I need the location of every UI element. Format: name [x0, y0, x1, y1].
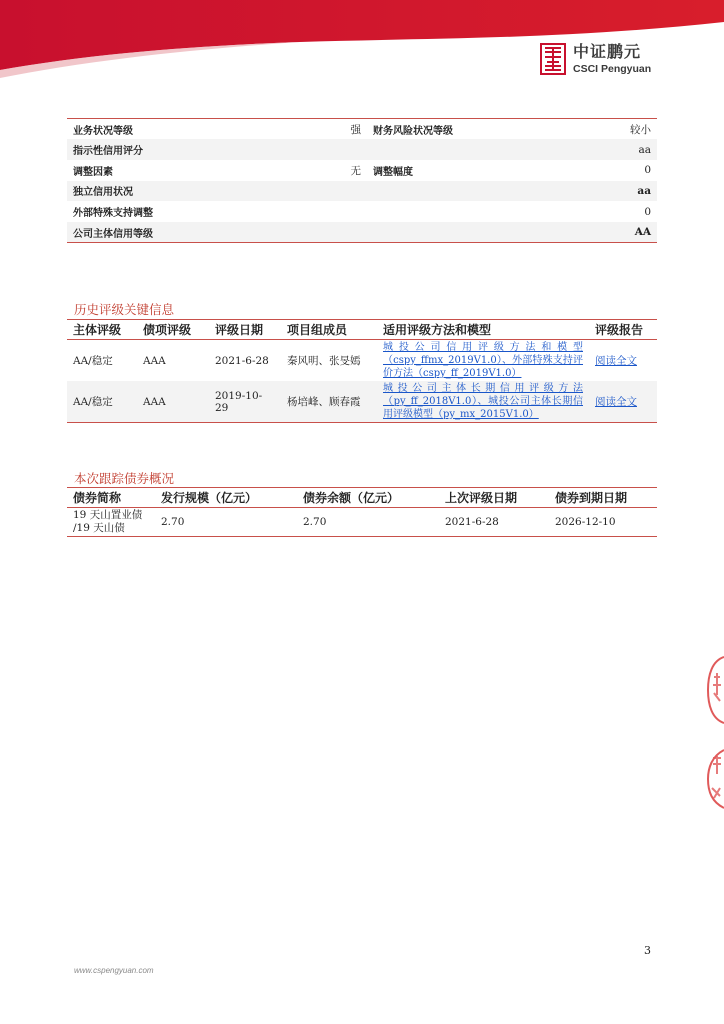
read-report-link[interactable]: 阅读全文	[595, 355, 637, 367]
label-cell	[367, 139, 537, 160]
column-header: 债券到期日期	[555, 491, 628, 505]
value-cell: 0	[644, 164, 651, 177]
label-cell	[367, 181, 537, 202]
label-cell: 独立信用状况	[73, 187, 133, 199]
rating-date-cell: 2021-6-28	[215, 354, 269, 367]
table-header-row	[67, 488, 657, 508]
label-cell: 调整幅度	[373, 166, 413, 178]
column-header: 债券简称	[73, 491, 122, 505]
table-row	[67, 139, 657, 160]
label-cell	[367, 222, 537, 243]
bond-name-line: /19 天山债	[73, 522, 125, 534]
members-cell: 杨培峰、顾春霞	[287, 396, 361, 408]
seal-stamp-icon	[706, 748, 724, 810]
table-row	[67, 222, 657, 243]
value-cell: 无	[350, 164, 361, 177]
label-cell: 公司主体信用等级	[73, 228, 153, 240]
label-cell: 指示性信用评分	[73, 146, 143, 158]
label-cell: 财务风险状况等级	[373, 125, 453, 137]
bond-name-line: 19 天山置业债	[73, 509, 143, 521]
value-cell	[257, 201, 367, 222]
table-row	[67, 119, 657, 140]
logo-chinese-name: 中证鹏元	[573, 41, 642, 61]
table-row	[67, 181, 657, 202]
history-section-title: 历史评级关键信息	[74, 302, 175, 317]
page-number: 3	[644, 944, 651, 957]
table-header-row	[67, 320, 657, 340]
bonds-section-title: 本次跟踪债券概况	[74, 471, 175, 486]
last-rating-date-cell: 2021-6-28	[445, 516, 499, 528]
logo-seal-icon	[540, 43, 566, 75]
bond-rating-cell: AAA	[143, 354, 166, 367]
column-header: 评级日期	[215, 323, 264, 337]
method-link[interactable]: 城投公司信用评级方法和模型（cspy_ffmx_2019V1.0）、外部特殊支持评价方法（cspy_ff_2019V1.0）	[383, 342, 583, 379]
label-cell	[367, 201, 537, 222]
table-row	[67, 160, 657, 181]
seal-stamp-icon	[706, 655, 724, 725]
column-header: 债券余额（亿元）	[303, 491, 400, 505]
label-cell: 调整因素	[73, 166, 113, 178]
issue-size-cell: 2.70	[161, 516, 185, 528]
table-row	[67, 340, 657, 382]
value-cell: aa	[637, 184, 651, 197]
value-cell: aa	[638, 143, 651, 156]
column-header: 项目组成员	[287, 323, 348, 337]
label-cell: 业务状况等级	[73, 125, 133, 137]
rating-summary-table	[67, 118, 657, 243]
column-header: 发行规模（亿元）	[161, 491, 258, 505]
column-header: 适用评级方法和模型	[383, 323, 492, 337]
value-cell: 强	[350, 123, 361, 136]
issuer-rating-cell: AA/稳定	[73, 396, 113, 408]
value-cell	[257, 139, 367, 160]
value-cell: 0	[644, 205, 651, 218]
company-logo	[540, 42, 651, 76]
bond-rating-cell: AAA	[143, 395, 166, 408]
rating-history-table	[67, 319, 657, 423]
issuer-rating-cell: AA/稳定	[73, 355, 113, 367]
column-header: 债项评级	[143, 323, 192, 337]
logo-english-name: CSCI Pengyuan	[573, 62, 652, 75]
tracked-bonds-table	[67, 487, 657, 537]
maturity-date-cell: 2026-12-10	[555, 516, 616, 528]
value-cell: 较小	[630, 123, 651, 136]
column-header: 主体评级	[73, 323, 122, 337]
balance-cell: 2.70	[303, 516, 327, 528]
read-report-link[interactable]: 阅读全文	[595, 396, 637, 408]
value-cell	[257, 181, 367, 202]
table-row	[67, 201, 657, 222]
column-header: 上次评级日期	[445, 491, 518, 505]
bond-name-cell	[67, 508, 155, 537]
value-cell	[257, 222, 367, 243]
members-cell: 秦风明、张旻嫣	[287, 355, 361, 367]
footer-url: www.cspengyuan.com	[74, 966, 154, 975]
column-header: 评级报告	[595, 323, 644, 337]
rating-date-cell: 2019-10-29	[215, 389, 263, 414]
table-row	[67, 381, 657, 423]
table-row	[67, 508, 657, 537]
method-link[interactable]: 城投公司主体长期信用评级方法（py_ff_2018V1.0）、城投公司主体长期信用评级模型（py_mx_2015V1.0）	[383, 383, 583, 420]
label-cell: 外部特殊支持调整	[73, 208, 153, 220]
value-cell: AA	[634, 226, 651, 239]
